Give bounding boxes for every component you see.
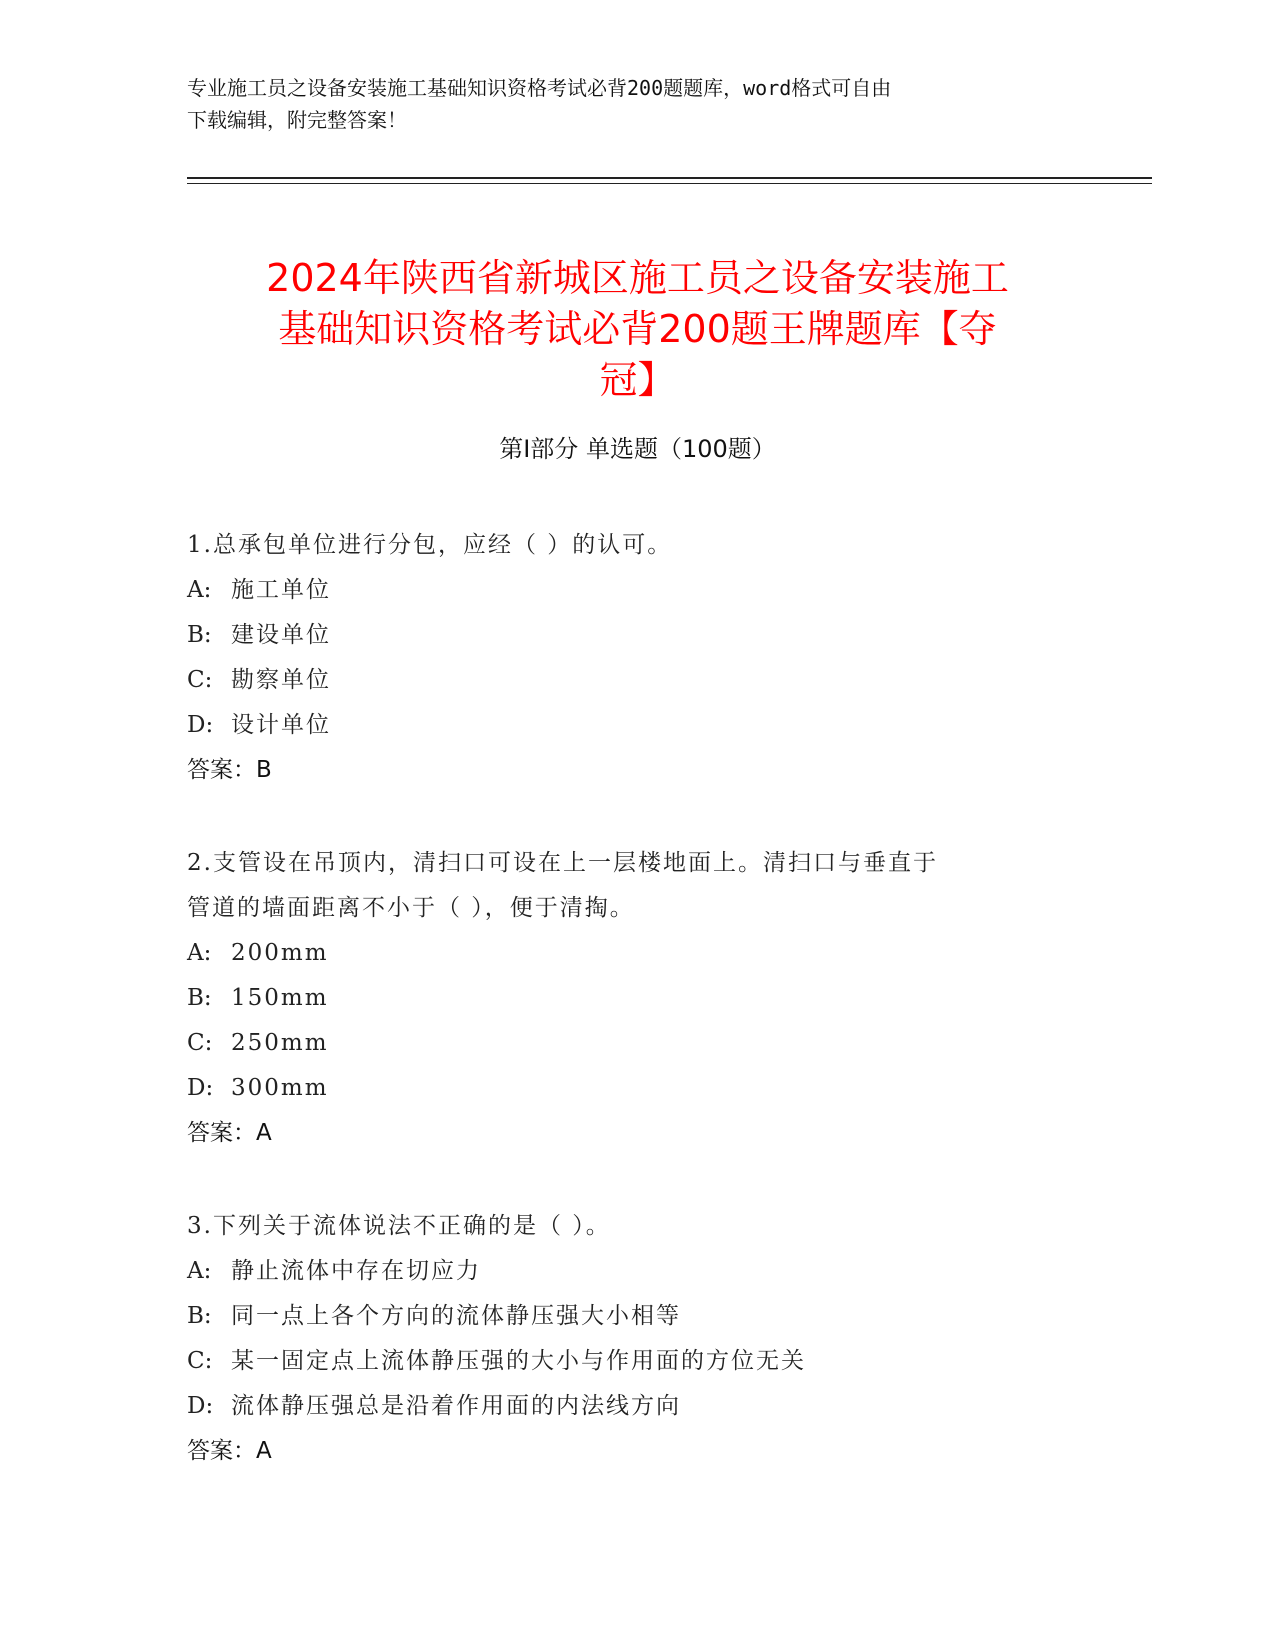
option-label: C:: [187, 1348, 213, 1374]
option-text: 300mm: [231, 1075, 329, 1101]
option-text: 150mm: [231, 985, 329, 1011]
option-b: [187, 976, 1087, 1021]
question-3: [187, 1204, 1087, 1474]
option-a: [187, 1249, 1087, 1294]
option-text: 250mm: [231, 1030, 329, 1056]
header-note: [187, 72, 1087, 136]
title-line-3: 冠】: [599, 358, 676, 403]
option-d: [187, 703, 1087, 748]
option-text: 建设单位: [231, 622, 331, 648]
title-line-1: 2024年陕西省新城区施工员之设备安装施工: [266, 256, 1009, 301]
option-a: [187, 931, 1087, 976]
option-label: B:: [187, 1303, 212, 1329]
question-stem: 1.总承包单位进行分包，应经（ ）的认可。: [187, 532, 673, 558]
option-c: [187, 1339, 1087, 1384]
question-stem-line-1: 2.支管设在吊顶内，清扫口可设在上一层楼地面上。清扫口与垂直于: [187, 850, 938, 876]
header-divider-thick: [187, 177, 1152, 179]
option-text: 施工单位: [231, 577, 331, 603]
option-text: 200mm: [231, 940, 329, 966]
option-label: A:: [187, 940, 212, 966]
option-label: C:: [187, 667, 213, 693]
option-label: D:: [187, 1393, 214, 1419]
option-text: 静止流体中存在切应力: [231, 1258, 481, 1284]
option-text: 勘察单位: [231, 667, 331, 693]
option-label: B:: [187, 985, 212, 1011]
option-text: 流体静压强总是沿着作用面的内法线方向: [231, 1393, 681, 1419]
document-title: [150, 253, 1125, 406]
question-stem-line-2: 管道的墙面距离不小于（ ），便于清掏。: [187, 895, 635, 921]
header-divider-thin: [187, 183, 1152, 184]
section-heading: 第Ⅰ部分 单选题（100题）: [499, 435, 776, 463]
option-d: [187, 1066, 1087, 1111]
option-b: [187, 613, 1087, 658]
option-c: [187, 1021, 1087, 1066]
option-b: [187, 1294, 1087, 1339]
header-note-line-1: 专业施工员之设备安装施工基础知识资格考试必背200题题库，word格式可自由: [187, 76, 892, 100]
question-1: [187, 523, 1087, 793]
title-line-2: 基础知识资格考试必背200题王牌题库【夺: [278, 307, 997, 352]
option-label: B:: [187, 622, 212, 648]
option-label: D:: [187, 712, 214, 738]
option-text: 同一点上各个方向的流体静压强大小相等: [231, 1303, 681, 1329]
question-stem: 3.下列关于流体说法不正确的是（ ）。: [187, 1213, 611, 1239]
option-label: A:: [187, 1258, 212, 1284]
option-d: [187, 1384, 1087, 1429]
answer-line: 答案：A: [187, 1120, 272, 1146]
question-2: [187, 841, 1087, 1156]
option-a: [187, 568, 1087, 613]
answer-line: 答案：B: [187, 757, 272, 783]
header-note-line-2: 下载编辑，附完整答案！: [187, 108, 407, 132]
option-text: 某一固定点上流体静压强的大小与作用面的方位无关: [231, 1348, 806, 1374]
option-text: 设计单位: [231, 712, 331, 738]
option-c: [187, 658, 1087, 703]
option-label: C:: [187, 1030, 213, 1056]
option-label: D:: [187, 1075, 214, 1101]
option-label: A:: [187, 577, 212, 603]
answer-line: 答案：A: [187, 1438, 272, 1464]
